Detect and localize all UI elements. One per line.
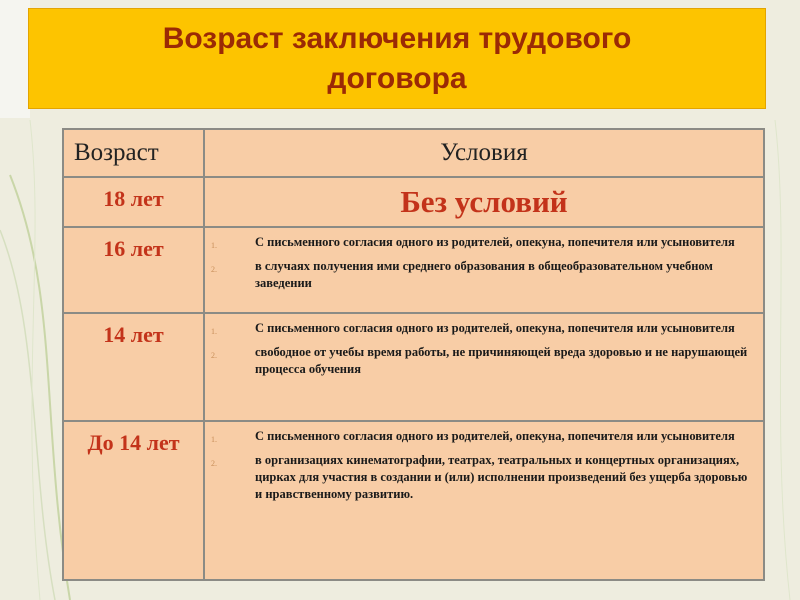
list-item <box>211 344 755 378</box>
item-number: 2. <box>211 265 217 274</box>
item-text: С письменного согласия одного из родителей, опекуна, попечителя или усыновителя <box>255 429 735 443</box>
item-text: С письменного согласия одного из родителей, опекуна, попечителя или усыновителя <box>255 235 735 249</box>
item-number: 1. <box>211 327 217 336</box>
list-item <box>211 234 755 254</box>
item-text: в случаях получения ими среднего образования в общеобразовательном учебном заведении <box>255 259 713 290</box>
list-item <box>211 452 755 503</box>
item-text: в организациях кинематографии, театрах, театральных и концертных организациях, цирках для участия в создании и (или) исполнении произведений без ущерба здоровью и нравственному развитию. <box>255 453 748 501</box>
no-conditions-cell: Без условий <box>204 177 764 227</box>
item-number: 2. <box>211 351 217 360</box>
item-text: свободное от учебы время работы, не причиняющей вреда здоровью и не нарушающей процесса обучения <box>255 345 748 376</box>
age-cell: До 14 лет <box>63 421 204 580</box>
table-row <box>63 421 764 580</box>
item-text: С письменного согласия одного из родителей, опекуна, попечителя или усыновителя <box>255 321 735 335</box>
age-cell: 14 лет <box>63 313 204 421</box>
list-item <box>211 428 755 448</box>
item-number: 1. <box>211 241 217 250</box>
corner-panel <box>0 0 30 118</box>
age-cell: 16 лет <box>63 227 204 313</box>
item-number: 2. <box>211 459 217 468</box>
table-row <box>63 177 764 227</box>
conditions-cell <box>204 421 764 580</box>
conditions-cell <box>204 227 764 313</box>
header-age: Возраст <box>63 129 204 177</box>
conditions-cell <box>204 313 764 421</box>
page-title: Возраст заключения трудового договора <box>162 21 632 95</box>
list-item <box>211 258 755 292</box>
list-item <box>211 320 755 340</box>
title-banner <box>28 8 766 109</box>
age-cell: 18 лет <box>63 177 204 227</box>
age-conditions-table <box>62 128 765 581</box>
table-row <box>63 227 764 313</box>
item-number: 1. <box>211 435 217 444</box>
header-conditions: Условия <box>204 129 764 177</box>
table-header-row <box>63 129 764 177</box>
table-row <box>63 313 764 421</box>
